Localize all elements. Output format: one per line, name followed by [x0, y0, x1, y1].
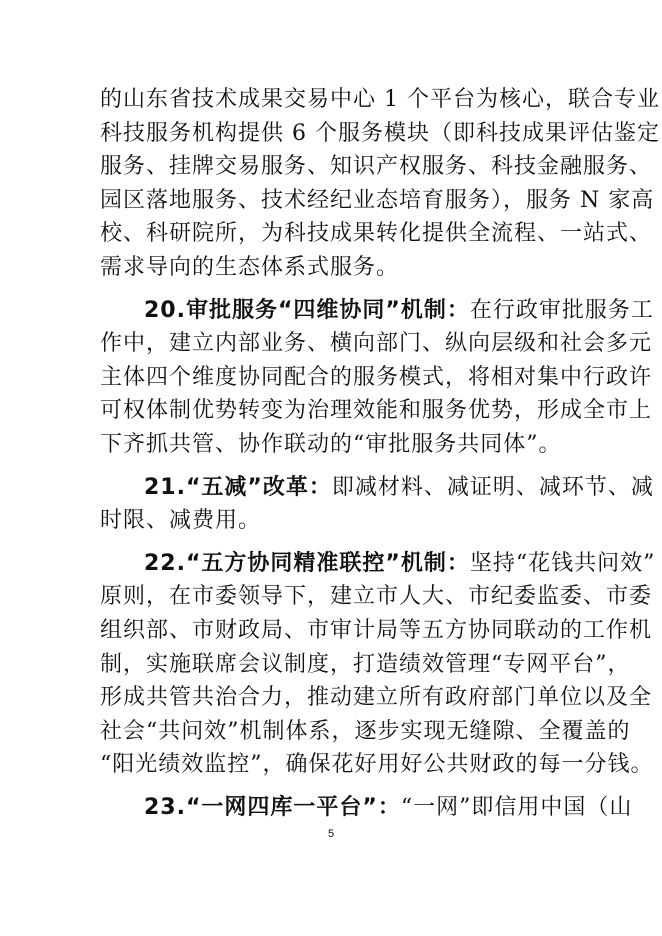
text-line — [100, 150, 653, 184]
text-line — [100, 117, 660, 151]
text-line — [100, 648, 631, 682]
text-line — [100, 294, 654, 328]
term-heading: 23.“一网四库一平台”： — [144, 794, 401, 820]
text-line — [100, 394, 653, 428]
text-run: 即减材料、减证明、减环节、减 — [331, 474, 654, 500]
text-line — [100, 184, 655, 218]
paragraph — [100, 547, 656, 782]
document-body — [100, 83, 660, 833]
text-run: 在行政审批服务工 — [469, 297, 654, 323]
text-run: 制，实施联席会议制度，打造绩效管理“专网平台”， — [100, 651, 631, 677]
text-run: 需求导向的生态体系式服务。 — [100, 254, 400, 280]
text-run: 主体四个维度协同配合的服务模式，将相对集中行政许 — [100, 364, 653, 390]
paragraph — [100, 83, 660, 285]
text-run: 可权体制优势转变为治理效能和服务优势，形成全市上 — [100, 398, 653, 424]
text-run: 的山东省技术成果交易中心 1 个平台为核心，联合专业 — [100, 87, 660, 112]
text-run: 服务、挂牌交易服务、知识产权服务、科技金融服务、 — [100, 154, 653, 180]
page-number: 5 — [327, 828, 335, 840]
term-heading: 21.“五减”改革： — [144, 474, 332, 500]
text-run: 形成共管共治合力，推动建立所有政府部门单位以及全 — [100, 685, 653, 711]
paragraph — [100, 791, 633, 825]
text-run: 坚持“花钱共问效” — [469, 550, 656, 576]
text-run: 社会“共问效”机制体系，逐步实现无缝隙、全覆盖的 — [100, 718, 631, 744]
text-line — [100, 361, 653, 395]
text-run: “阳光绩效监控”，确保花好用好公共财政的每一分钱。 — [100, 752, 654, 778]
text-run: 校、科研院所，为科技成果转化提供全流程、一站式、 — [100, 221, 653, 247]
text-line — [100, 791, 633, 825]
text-line — [100, 504, 562, 538]
text-line — [100, 217, 653, 251]
term-heading: 22.“五方协同精准联控”机制： — [144, 550, 470, 576]
text-line — [100, 547, 656, 581]
text-run: 下齐抓共管、协作联动的“审批服务共同体”。 — [100, 431, 562, 457]
text-run: “一网”即信用中国（山 — [400, 794, 633, 820]
text-line — [100, 327, 653, 361]
text-line — [100, 614, 653, 648]
text-line — [100, 83, 660, 117]
text-run: 原则，在市委领导下，建立市人大、市纪委监委、市委 — [100, 584, 653, 610]
text-line — [100, 428, 562, 462]
text-line — [100, 681, 653, 715]
text-run: 时限、减费用。 — [100, 508, 262, 534]
text-line — [100, 251, 562, 285]
text-run: 科技服务机构提供 6 个服务模块（即科技成果评估鉴定 — [100, 120, 660, 146]
term-heading: 20.审批服务“四维协同”机制： — [144, 297, 470, 323]
text-run: 园区落地服务、技术经纪业态培育服务），服务 N 家高 — [100, 187, 655, 213]
text-line — [100, 580, 653, 614]
text-run: 作中，建立内部业务、横向部门、纵向层级和社会多元 — [100, 331, 653, 357]
text-line — [100, 715, 631, 749]
text-line — [100, 471, 654, 505]
paragraph — [100, 471, 654, 538]
text-run: 组织部、市财政局、市审计局等五方协同联动的工作机 — [100, 617, 653, 643]
text-line — [100, 748, 654, 782]
paragraph — [100, 294, 654, 462]
